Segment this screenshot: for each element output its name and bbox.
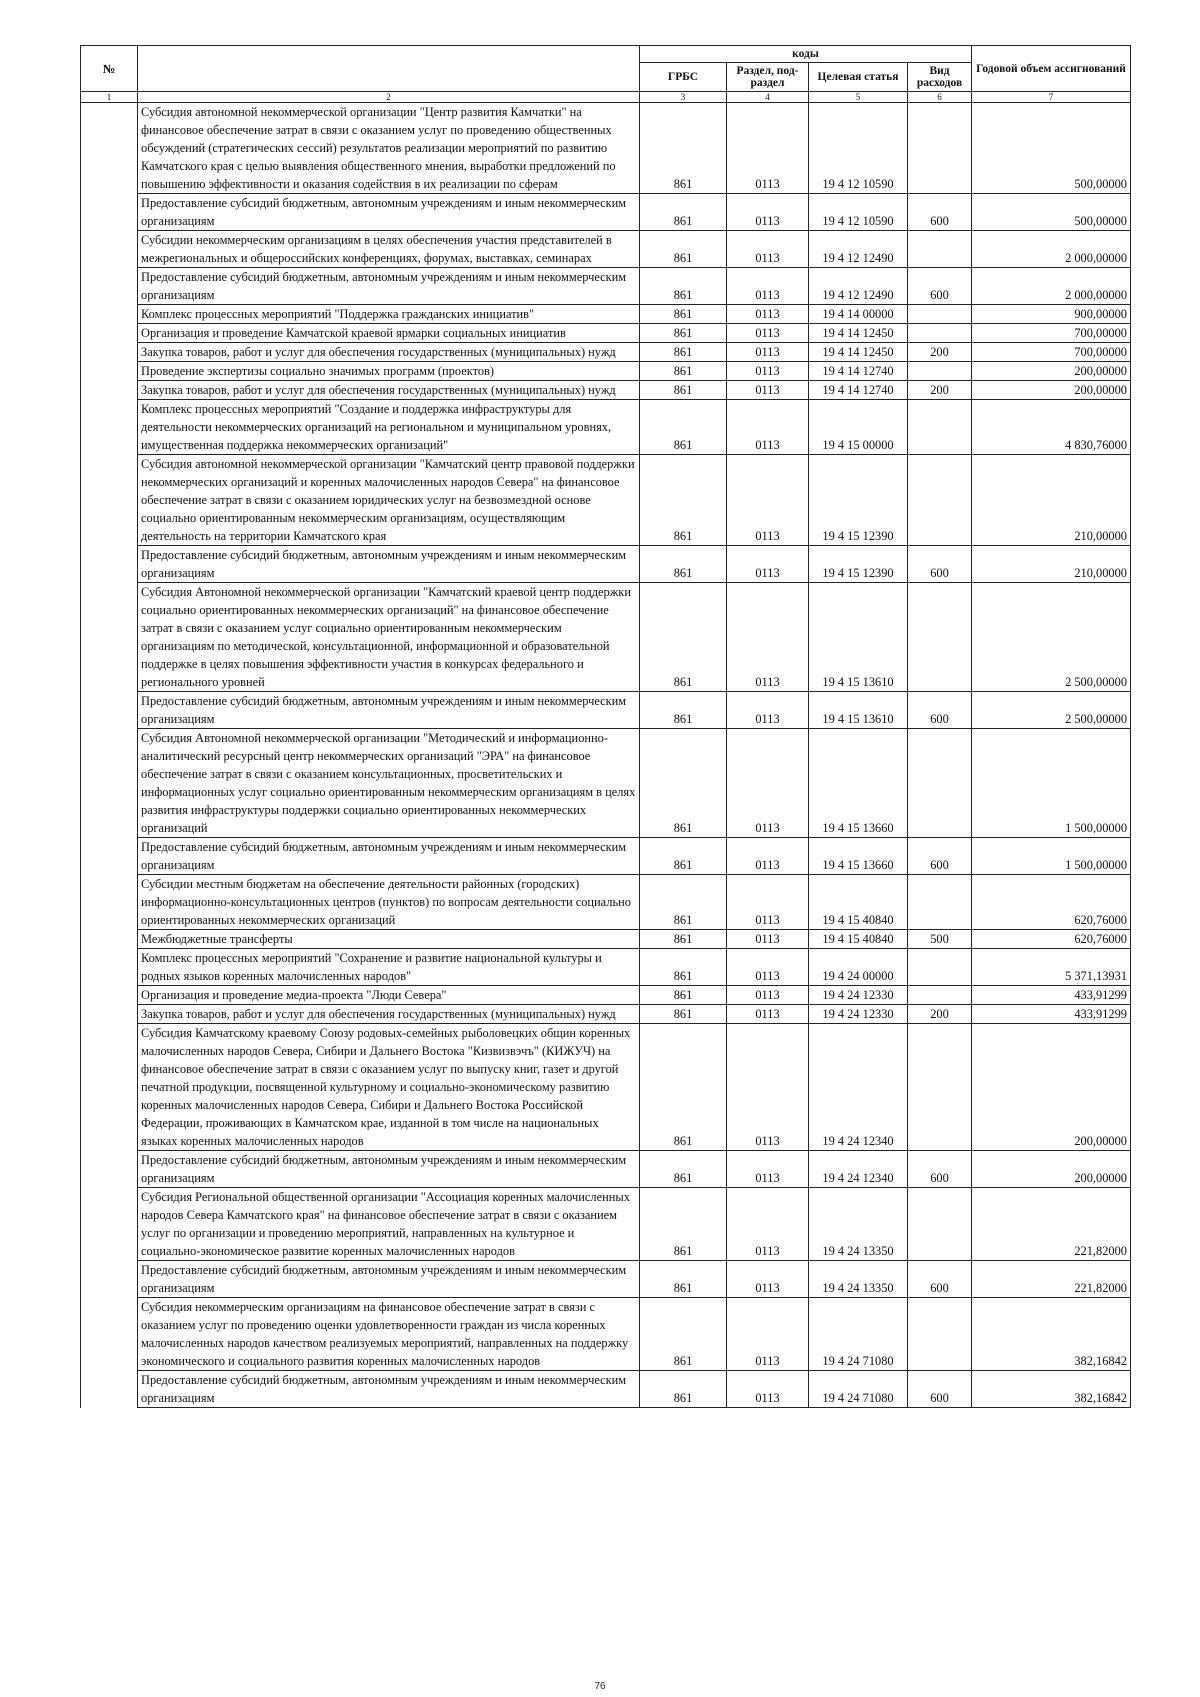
row-sum: 382,16842	[972, 1298, 1131, 1371]
column-number: 7	[972, 92, 1131, 103]
row-sum: 700,00000	[972, 343, 1131, 362]
row-razdel: 0113	[727, 343, 809, 362]
row-razdel: 0113	[727, 305, 809, 324]
row-grbs: 861	[640, 930, 727, 949]
table-row	[81, 1005, 1131, 1024]
row-expense-type	[908, 400, 972, 455]
row-expense-type: 600	[908, 268, 972, 305]
table-row	[81, 1261, 1131, 1298]
row-sum: 200,00000	[972, 381, 1131, 400]
row-grbs: 861	[640, 103, 727, 194]
table-row	[81, 455, 1131, 546]
row-target-article: 19 4 24 12330	[809, 1005, 908, 1024]
row-grbs: 861	[640, 1261, 727, 1298]
row-target-article: 19 4 24 13350	[809, 1188, 908, 1261]
row-expense-type	[908, 362, 972, 381]
header-codes: коды	[640, 46, 972, 63]
column-number: 6	[908, 92, 972, 103]
row-sum: 620,76000	[972, 875, 1131, 930]
row-grbs: 861	[640, 324, 727, 343]
row-target-article: 19 4 15 13660	[809, 838, 908, 875]
row-expense-type	[908, 949, 972, 986]
row-sum: 210,00000	[972, 546, 1131, 583]
table-row	[81, 583, 1131, 692]
row-number-cell	[81, 103, 138, 194]
row-sum: 700,00000	[972, 324, 1131, 343]
row-target-article: 19 4 12 12490	[809, 231, 908, 268]
row-expense-type: 600	[908, 546, 972, 583]
row-razdel: 0113	[727, 194, 809, 231]
table-body	[81, 103, 1131, 1408]
row-target-article: 19 4 15 00000	[809, 400, 908, 455]
table-row	[81, 194, 1131, 231]
row-razdel: 0113	[727, 268, 809, 305]
table-row	[81, 875, 1131, 930]
row-target-article: 19 4 24 12340	[809, 1151, 908, 1188]
table-row	[81, 949, 1131, 986]
row-target-article: 19 4 14 12450	[809, 343, 908, 362]
table-row	[81, 986, 1131, 1005]
row-grbs: 861	[640, 546, 727, 583]
column-number: 1	[81, 92, 138, 103]
row-sum: 433,91299	[972, 986, 1131, 1005]
row-grbs: 861	[640, 268, 727, 305]
header-razdel: Раздел, под- раздел	[727, 63, 809, 92]
row-expense-type	[908, 729, 972, 838]
row-name: Предоставление субсидий бюджетным, автономным учреждениям и иным некоммерческим организациям	[138, 1371, 640, 1408]
row-expense-type	[908, 986, 972, 1005]
row-grbs: 861	[640, 729, 727, 838]
row-grbs: 861	[640, 362, 727, 381]
row-target-article: 19 4 24 12330	[809, 986, 908, 1005]
row-razdel: 0113	[727, 583, 809, 692]
row-name: Комплекс процессных мероприятий "Создание и поддержка инфраструктуры для деятельности некоммерческих организаций на региональном и муниципальном уровнях, имущественная поддержка некоммерческих организаций"	[138, 400, 640, 455]
row-sum: 200,00000	[972, 1024, 1131, 1151]
header-grbs: ГРБС	[640, 63, 727, 92]
row-grbs: 861	[640, 692, 727, 729]
row-razdel: 0113	[727, 362, 809, 381]
row-number-cell	[81, 583, 138, 692]
row-number-cell	[81, 231, 138, 268]
row-sum: 2 000,00000	[972, 268, 1131, 305]
table-row	[81, 838, 1131, 875]
column-number: 2	[138, 92, 640, 103]
row-razdel: 0113	[727, 1298, 809, 1371]
row-target-article: 19 4 24 71080	[809, 1298, 908, 1371]
row-target-article: 19 4 12 10590	[809, 194, 908, 231]
row-sum: 4 830,76000	[972, 400, 1131, 455]
row-expense-type: 600	[908, 194, 972, 231]
row-sum: 2 500,00000	[972, 692, 1131, 729]
row-target-article: 19 4 14 12740	[809, 381, 908, 400]
table-row	[81, 103, 1131, 194]
budget-table	[80, 45, 1131, 1408]
row-grbs: 861	[640, 986, 727, 1005]
row-razdel: 0113	[727, 692, 809, 729]
row-name: Предоставление субсидий бюджетным, автономным учреждениям и иным некоммерческим организациям	[138, 1261, 640, 1298]
row-razdel: 0113	[727, 1371, 809, 1408]
row-target-article: 19 4 12 12490	[809, 268, 908, 305]
row-grbs: 861	[640, 455, 727, 546]
row-name: Предоставление субсидий бюджетным, автономным учреждениям и иным некоммерческим организациям	[138, 838, 640, 875]
row-number-cell	[81, 875, 138, 930]
row-name: Предоставление субсидий бюджетным, автономным учреждениям и иным некоммерческим организациям	[138, 268, 640, 305]
row-razdel: 0113	[727, 1024, 809, 1151]
row-grbs: 861	[640, 1298, 727, 1371]
row-number-cell	[81, 268, 138, 305]
row-number-cell	[81, 930, 138, 949]
row-name: Предоставление субсидий бюджетным, автономным учреждениям и иным некоммерческим организациям	[138, 546, 640, 583]
row-name: Закупка товаров, работ и услуг для обеспечения государственных (муниципальных) нужд	[138, 381, 640, 400]
row-grbs: 861	[640, 838, 727, 875]
row-sum: 221,82000	[972, 1188, 1131, 1261]
header-num: №	[81, 46, 138, 92]
row-number-cell	[81, 1261, 138, 1298]
table-header	[81, 46, 1131, 103]
row-razdel: 0113	[727, 400, 809, 455]
column-number: 3	[640, 92, 727, 103]
row-sum: 200,00000	[972, 1151, 1131, 1188]
table-row	[81, 1024, 1131, 1151]
row-number-cell	[81, 305, 138, 324]
row-razdel: 0113	[727, 838, 809, 875]
row-razdel: 0113	[727, 729, 809, 838]
row-number-cell	[81, 381, 138, 400]
row-razdel: 0113	[727, 546, 809, 583]
row-razdel: 0113	[727, 381, 809, 400]
row-name: Субсидия Камчатскому краевому Союзу родовых-семейных рыболовецких общин коренных малочисленных народов Севера, Сибири и Дальнего Востока "Кизвизвэчъ" (КИЖУЧ) на финансовое обеспечение затрат в связи с оказанием услуг по выпуску книг, газет и другой печатной продукции, посвященной культурному и социально-экономическому развитию коренных малочисленных народов Севера, Сибири и Дальнего Востока Российской Федерации, проживающих в Камчатском крае, изданной в том числе на национальных языках коренных малочисленных народов	[138, 1024, 640, 1151]
row-grbs: 861	[640, 1024, 727, 1151]
table-row	[81, 1371, 1131, 1408]
row-grbs: 861	[640, 583, 727, 692]
row-sum: 210,00000	[972, 455, 1131, 546]
row-number-cell	[81, 324, 138, 343]
table-row	[81, 1151, 1131, 1188]
row-expense-type: 600	[908, 1261, 972, 1298]
table-row	[81, 1298, 1131, 1371]
row-expense-type	[908, 583, 972, 692]
table-row	[81, 381, 1131, 400]
row-target-article: 19 4 15 12390	[809, 546, 908, 583]
row-grbs: 861	[640, 231, 727, 268]
row-expense-type: 600	[908, 838, 972, 875]
table-row	[81, 343, 1131, 362]
row-target-article: 19 4 24 13350	[809, 1261, 908, 1298]
row-sum: 2 500,00000	[972, 583, 1131, 692]
row-expense-type: 200	[908, 381, 972, 400]
row-sum: 1 500,00000	[972, 729, 1131, 838]
row-target-article: 19 4 15 13660	[809, 729, 908, 838]
row-sum: 500,00000	[972, 103, 1131, 194]
table-row	[81, 1188, 1131, 1261]
row-grbs: 861	[640, 400, 727, 455]
row-number-cell	[81, 400, 138, 455]
row-razdel: 0113	[727, 1151, 809, 1188]
page-number: 76	[594, 1681, 606, 1692]
table-row	[81, 930, 1131, 949]
row-name: Субсидия Автономной некоммерческой организации "Камчатский краевой центр поддержки социально ориентированных некоммерческих организаций" на финансовое обеспечение затрат в связи с оказанием услуг социально ориентированным некоммерческим организациям по методической, консультационной, информационной и образовательной поддержке в целях повышения эффективности участия в конкурсах федерального и регионального уровней	[138, 583, 640, 692]
row-grbs: 861	[640, 1005, 727, 1024]
row-sum: 433,91299	[972, 1005, 1131, 1024]
row-expense-type	[908, 103, 972, 194]
row-expense-type: 500	[908, 930, 972, 949]
row-sum: 2 000,00000	[972, 231, 1131, 268]
row-sum: 221,82000	[972, 1261, 1131, 1298]
row-target-article: 19 4 15 40840	[809, 930, 908, 949]
table-row	[81, 362, 1131, 381]
row-sum: 382,16842	[972, 1371, 1131, 1408]
row-sum: 620,76000	[972, 930, 1131, 949]
row-name: Комплекс процессных мероприятий "Сохранение и развитие национальной культуры и родных языков коренных малочисленных народов"	[138, 949, 640, 986]
column-number-row	[81, 92, 1131, 103]
row-name: Межбюджетные трансферты	[138, 930, 640, 949]
row-target-article: 19 4 24 00000	[809, 949, 908, 986]
row-razdel: 0113	[727, 1261, 809, 1298]
table-row	[81, 305, 1131, 324]
header-celevaya: Целевая статья	[809, 63, 908, 92]
row-target-article: 19 4 12 10590	[809, 103, 908, 194]
row-name: Организация и проведение Камчатской краевой ярмарки социальных инициатив	[138, 324, 640, 343]
row-razdel: 0113	[727, 231, 809, 268]
row-name: Проведение экспертизы социально значимых программ (проектов)	[138, 362, 640, 381]
row-number-cell	[81, 729, 138, 838]
row-name: Субсидия автономной некоммерческой организации "Центр развития Камчатки" на финансовое обеспечение затрат в связи с оказанием услуг по проведению общественных обсуждений (стратегических сессий) результатов реализации мероприятий по развитию Камчатского края с целью выявления общественного мнения, выработки предложений по повышению эффективности и оказания содействия в их реализации по сферам	[138, 103, 640, 194]
row-number-cell	[81, 362, 138, 381]
row-target-article: 19 4 15 12390	[809, 455, 908, 546]
row-expense-type: 600	[908, 1371, 972, 1408]
row-expense-type: 600	[908, 1151, 972, 1188]
row-expense-type	[908, 1024, 972, 1151]
row-name: Предоставление субсидий бюджетным, автономным учреждениям и иным некоммерческим организациям	[138, 194, 640, 231]
row-number-cell	[81, 455, 138, 546]
row-grbs: 861	[640, 194, 727, 231]
row-razdel: 0113	[727, 103, 809, 194]
row-sum: 900,00000	[972, 305, 1131, 324]
row-number-cell	[81, 949, 138, 986]
row-razdel: 0113	[727, 930, 809, 949]
row-razdel: 0113	[727, 324, 809, 343]
row-grbs: 861	[640, 381, 727, 400]
row-razdel: 0113	[727, 455, 809, 546]
row-grbs: 861	[640, 305, 727, 324]
row-grbs: 861	[640, 949, 727, 986]
row-expense-type	[908, 305, 972, 324]
row-razdel: 0113	[727, 1005, 809, 1024]
row-expense-type	[908, 1188, 972, 1261]
header-name	[138, 46, 640, 92]
row-grbs: 861	[640, 1371, 727, 1408]
row-number-cell	[81, 343, 138, 362]
table-row	[81, 231, 1131, 268]
row-razdel: 0113	[727, 986, 809, 1005]
table-row	[81, 400, 1131, 455]
header-vid: Вид расходов	[908, 63, 972, 92]
row-name: Субсидия Региональной общественной организации "Ассоциация коренных малочисленных народов Севера Камчатского края" на финансовое обеспечение затрат в связи с оказанием услуг по организации и проведению мероприятий, направленных на культурное и социально-экономическое развитие коренных малочисленных народов	[138, 1188, 640, 1261]
row-grbs: 861	[640, 1188, 727, 1261]
row-target-article: 19 4 14 12450	[809, 324, 908, 343]
table-row	[81, 268, 1131, 305]
row-name: Субсидия некоммерческим организациям на финансовое обеспечение затрат в связи с оказанием услуг по проведению оценки удовлетворенности граждан из числа коренных малочисленных народов качеством реализуемых мероприятий, направленных на поддержку экономического и социального развития коренных малочисленных народов	[138, 1298, 640, 1371]
row-number-cell	[81, 1188, 138, 1261]
row-sum: 200,00000	[972, 362, 1131, 381]
row-number-cell	[81, 194, 138, 231]
row-name: Закупка товаров, работ и услуг для обеспечения государственных (муниципальных) нужд	[138, 343, 640, 362]
row-name: Предоставление субсидий бюджетным, автономным учреждениям и иным некоммерческим организациям	[138, 1151, 640, 1188]
row-expense-type	[908, 231, 972, 268]
row-expense-type	[908, 324, 972, 343]
table-row	[81, 729, 1131, 838]
column-number: 5	[809, 92, 908, 103]
row-target-article: 19 4 15 13610	[809, 583, 908, 692]
row-number-cell	[81, 1005, 138, 1024]
row-number-cell	[81, 1298, 138, 1371]
column-number: 4	[727, 92, 809, 103]
row-expense-type: 200	[908, 1005, 972, 1024]
row-expense-type	[908, 1298, 972, 1371]
row-sum: 5 371,13931	[972, 949, 1131, 986]
table-row	[81, 546, 1131, 583]
row-name: Субсидии некоммерческим организациям в целях обеспечения участия представителей в межрегиональных и общероссийских конференциях, форумах, выставках, семинарах	[138, 231, 640, 268]
row-name: Закупка товаров, работ и услуг для обеспечения государственных (муниципальных) нужд	[138, 1005, 640, 1024]
row-grbs: 861	[640, 1151, 727, 1188]
row-target-article: 19 4 15 40840	[809, 875, 908, 930]
row-expense-type	[908, 875, 972, 930]
row-razdel: 0113	[727, 875, 809, 930]
row-name: Субсидия Автономной некоммерческой организации "Методический и информационно-аналитический ресурсный центр некоммерческих организаций "ЭРА" на финансовое обеспечение затрат в связи с оказанием консультационных, просветительских и информационных услуг социально ориентированным некоммерческим организациям в целях развития инфраструктуры поддержки социально ориентированных некоммерческих организаций	[138, 729, 640, 838]
row-target-article: 19 4 24 12340	[809, 1024, 908, 1151]
row-sum: 500,00000	[972, 194, 1131, 231]
header-volume: Годовой объем ассигнований	[972, 46, 1131, 92]
table-row	[81, 324, 1131, 343]
row-grbs: 861	[640, 343, 727, 362]
table-row	[81, 692, 1131, 729]
row-expense-type	[908, 455, 972, 546]
row-name: Субсидия автономной некоммерческой организации "Камчатский центр правовой поддержки некоммерческих организаций и коренных малочисленных народов Севера" на финансовое обеспечение затрат в связи с оказанием юридических услуг на безвозмездной основе социально ориентированным некоммерческим организациям, осуществляющим деятельность на территории Камчатского края	[138, 455, 640, 546]
row-expense-type: 200	[908, 343, 972, 362]
row-number-cell	[81, 692, 138, 729]
row-number-cell	[81, 838, 138, 875]
row-target-article: 19 4 14 00000	[809, 305, 908, 324]
row-target-article: 19 4 24 71080	[809, 1371, 908, 1408]
row-number-cell	[81, 546, 138, 583]
row-number-cell	[81, 1024, 138, 1151]
row-razdel: 0113	[727, 1188, 809, 1261]
row-sum: 1 500,00000	[972, 838, 1131, 875]
row-name: Субсидии местным бюджетам на обеспечение деятельности районных (городских) информационно-консультационных центров (пунктов) по вопросам деятельности социально ориентированных некоммерческих организаций	[138, 875, 640, 930]
row-name: Организация и проведение медиа-проекта "Люди Севера"	[138, 986, 640, 1005]
row-name: Предоставление субсидий бюджетным, автономным учреждениям и иным некоммерческим организациям	[138, 692, 640, 729]
row-name: Комплекс процессных мероприятий "Поддержка гражданских инициатив"	[138, 305, 640, 324]
row-grbs: 861	[640, 875, 727, 930]
row-target-article: 19 4 14 12740	[809, 362, 908, 381]
row-number-cell	[81, 1371, 138, 1408]
row-razdel: 0113	[727, 949, 809, 986]
row-number-cell	[81, 1151, 138, 1188]
row-expense-type: 600	[908, 692, 972, 729]
row-target-article: 19 4 15 13610	[809, 692, 908, 729]
row-number-cell	[81, 986, 138, 1005]
